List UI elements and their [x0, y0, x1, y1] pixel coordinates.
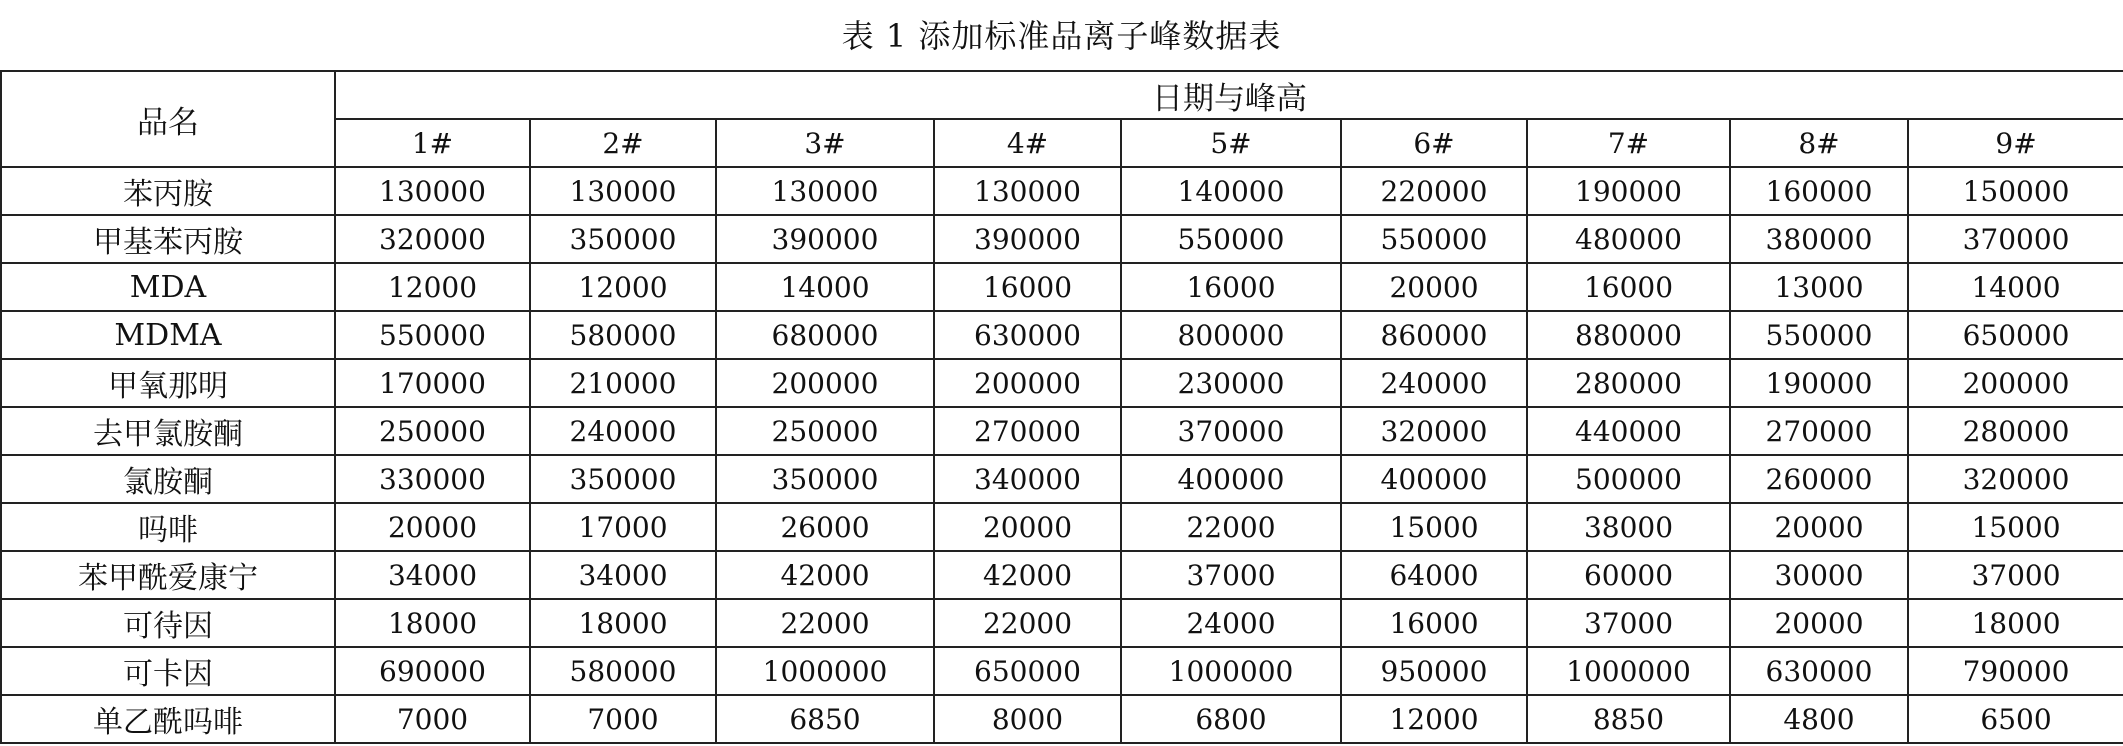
value-cell: 400000 — [1121, 455, 1341, 503]
table-body — [1, 167, 2123, 743]
value-cell: 320000 — [1341, 407, 1527, 455]
table-row — [1, 263, 2123, 311]
value-cell: 190000 — [1730, 359, 1908, 407]
value-cell: 12000 — [335, 263, 530, 311]
value-cell: 34000 — [335, 551, 530, 599]
value-cell: 130000 — [934, 167, 1121, 215]
value-cell: 350000 — [530, 215, 716, 263]
value-cell: 790000 — [1908, 647, 2123, 695]
value-cell: 690000 — [335, 647, 530, 695]
value-cell: 60000 — [1527, 551, 1730, 599]
value-cell: 390000 — [716, 215, 934, 263]
value-cell: 12000 — [1341, 695, 1527, 743]
value-cell: 15000 — [1908, 503, 2123, 551]
value-cell: 37000 — [1908, 551, 2123, 599]
row-name-cell: 苯甲酰爱康宁 — [1, 551, 335, 599]
value-cell: 550000 — [335, 311, 530, 359]
value-cell: 16000 — [1341, 599, 1527, 647]
value-cell: 440000 — [1527, 407, 1730, 455]
value-cell: 37000 — [1527, 599, 1730, 647]
value-cell: 6500 — [1908, 695, 2123, 743]
value-cell: 250000 — [716, 407, 934, 455]
value-cell: 240000 — [530, 407, 716, 455]
row-name-cell: MDA — [1, 263, 335, 311]
value-cell: 580000 — [530, 311, 716, 359]
value-cell: 380000 — [1730, 215, 1908, 263]
value-cell: 650000 — [1908, 311, 2123, 359]
column-header: 4# — [934, 119, 1121, 167]
value-cell: 20000 — [1730, 599, 1908, 647]
value-cell: 280000 — [1527, 359, 1730, 407]
value-cell: 38000 — [1527, 503, 1730, 551]
value-cell: 550000 — [1121, 215, 1341, 263]
table-row — [1, 407, 2123, 455]
value-cell: 140000 — [1121, 167, 1341, 215]
value-cell: 250000 — [335, 407, 530, 455]
value-cell: 480000 — [1527, 215, 1730, 263]
value-cell: 22000 — [1121, 503, 1341, 551]
value-cell: 20000 — [335, 503, 530, 551]
value-cell: 880000 — [1527, 311, 1730, 359]
value-cell: 330000 — [335, 455, 530, 503]
value-cell: 20000 — [934, 503, 1121, 551]
value-cell: 4800 — [1730, 695, 1908, 743]
value-cell: 1000000 — [716, 647, 934, 695]
name-column-header: 品名 — [1, 71, 335, 167]
value-cell: 200000 — [716, 359, 934, 407]
table-row — [1, 455, 2123, 503]
column-header: 6# — [1341, 119, 1527, 167]
value-cell: 17000 — [530, 503, 716, 551]
value-cell: 24000 — [1121, 599, 1341, 647]
value-cell: 16000 — [1121, 263, 1341, 311]
value-cell: 130000 — [530, 167, 716, 215]
row-name-cell: 去甲氯胺酮 — [1, 407, 335, 455]
value-cell: 16000 — [934, 263, 1121, 311]
value-cell: 16000 — [1527, 263, 1730, 311]
value-cell: 12000 — [530, 263, 716, 311]
column-header: 9# — [1908, 119, 2123, 167]
value-cell: 20000 — [1730, 503, 1908, 551]
value-cell: 6850 — [716, 695, 934, 743]
value-cell: 160000 — [1730, 167, 1908, 215]
table-row — [1, 647, 2123, 695]
value-cell: 130000 — [335, 167, 530, 215]
value-cell: 14000 — [1908, 263, 2123, 311]
column-header: 2# — [530, 119, 716, 167]
value-cell: 230000 — [1121, 359, 1341, 407]
value-cell: 42000 — [934, 551, 1121, 599]
value-cell: 20000 — [1341, 263, 1527, 311]
value-cell: 550000 — [1341, 215, 1527, 263]
value-cell: 34000 — [530, 551, 716, 599]
value-cell: 14000 — [716, 263, 934, 311]
value-cell: 370000 — [1121, 407, 1341, 455]
value-cell: 860000 — [1341, 311, 1527, 359]
row-name-cell: 可卡因 — [1, 647, 335, 695]
value-cell: 6800 — [1121, 695, 1341, 743]
table-row — [1, 215, 2123, 263]
row-name-cell: 可待因 — [1, 599, 335, 647]
value-cell: 280000 — [1908, 407, 2123, 455]
value-cell: 18000 — [530, 599, 716, 647]
value-cell: 630000 — [1730, 647, 1908, 695]
value-cell: 1000000 — [1527, 647, 1730, 695]
value-cell: 800000 — [1121, 311, 1341, 359]
value-cell: 220000 — [1341, 167, 1527, 215]
value-cell: 320000 — [1908, 455, 2123, 503]
table-row — [1, 359, 2123, 407]
value-cell: 22000 — [716, 599, 934, 647]
value-cell: 18000 — [1908, 599, 2123, 647]
value-cell: 210000 — [530, 359, 716, 407]
header-row-group — [1, 71, 2123, 119]
value-cell: 150000 — [1908, 167, 2123, 215]
value-cell: 320000 — [335, 215, 530, 263]
value-cell: 15000 — [1341, 503, 1527, 551]
value-cell: 200000 — [934, 359, 1121, 407]
row-name-cell: 吗啡 — [1, 503, 335, 551]
value-cell: 18000 — [335, 599, 530, 647]
value-cell: 270000 — [934, 407, 1121, 455]
value-cell: 22000 — [934, 599, 1121, 647]
table-row — [1, 551, 2123, 599]
value-cell: 8850 — [1527, 695, 1730, 743]
table-row — [1, 167, 2123, 215]
value-cell: 270000 — [1730, 407, 1908, 455]
value-cell: 370000 — [1908, 215, 2123, 263]
peak-data-table — [0, 70, 2123, 744]
value-cell: 350000 — [530, 455, 716, 503]
value-cell: 680000 — [716, 311, 934, 359]
table-row — [1, 503, 2123, 551]
row-name-cell: 单乙酰吗啡 — [1, 695, 335, 743]
value-cell: 1000000 — [1121, 647, 1341, 695]
column-header: 7# — [1527, 119, 1730, 167]
value-cell: 500000 — [1527, 455, 1730, 503]
value-cell: 630000 — [934, 311, 1121, 359]
value-cell: 580000 — [530, 647, 716, 695]
value-cell: 550000 — [1730, 311, 1908, 359]
value-cell: 26000 — [716, 503, 934, 551]
value-cell: 240000 — [1341, 359, 1527, 407]
value-cell: 8000 — [934, 695, 1121, 743]
value-cell: 13000 — [1730, 263, 1908, 311]
value-cell: 390000 — [934, 215, 1121, 263]
value-cell: 7000 — [530, 695, 716, 743]
value-cell: 340000 — [934, 455, 1121, 503]
value-cell: 30000 — [1730, 551, 1908, 599]
value-cell: 950000 — [1341, 647, 1527, 695]
value-cell: 7000 — [335, 695, 530, 743]
table-row — [1, 599, 2123, 647]
value-cell: 37000 — [1121, 551, 1341, 599]
table-row — [1, 695, 2123, 743]
value-cell: 350000 — [716, 455, 934, 503]
table-row — [1, 311, 2123, 359]
value-cell: 170000 — [335, 359, 530, 407]
column-header: 3# — [716, 119, 934, 167]
row-name-cell: 甲基苯丙胺 — [1, 215, 335, 263]
row-name-cell: MDMA — [1, 311, 335, 359]
row-name-cell: 氯胺酮 — [1, 455, 335, 503]
row-name-cell: 苯丙胺 — [1, 167, 335, 215]
column-header: 1# — [335, 119, 530, 167]
date-peak-group-header: 日期与峰高 — [335, 71, 2123, 119]
value-cell: 42000 — [716, 551, 934, 599]
value-cell: 650000 — [934, 647, 1121, 695]
column-header: 5# — [1121, 119, 1341, 167]
value-cell: 400000 — [1341, 455, 1527, 503]
row-name-cell: 甲氧那明 — [1, 359, 335, 407]
value-cell: 260000 — [1730, 455, 1908, 503]
value-cell: 190000 — [1527, 167, 1730, 215]
column-header: 8# — [1730, 119, 1908, 167]
value-cell: 130000 — [716, 167, 934, 215]
table-caption: 表 1 添加标准品离子峰数据表 — [841, 17, 1282, 55]
value-cell: 200000 — [1908, 359, 2123, 407]
value-cell: 64000 — [1341, 551, 1527, 599]
